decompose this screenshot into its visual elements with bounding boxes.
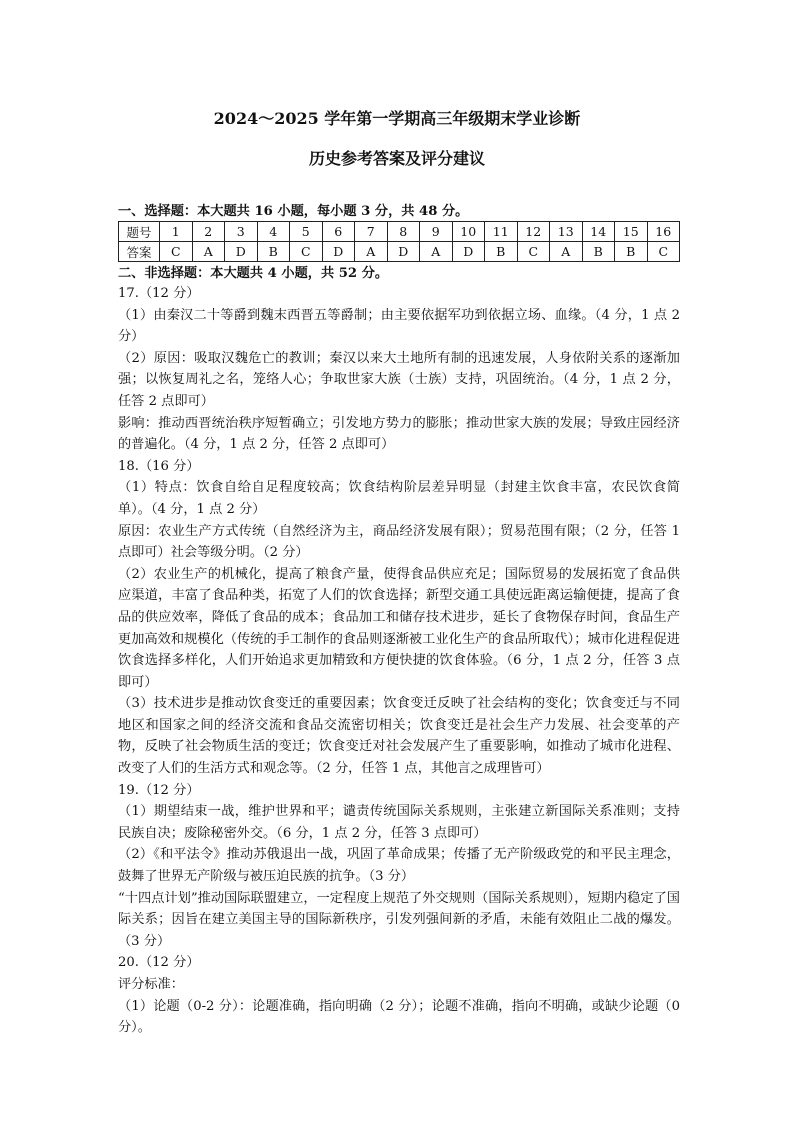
table-cell: 6 [322,222,355,242]
row-label-number: 题号 [119,222,160,242]
table-cell: 9 [420,222,453,242]
paragraph: （2）《和平法令》推动苏俄退出一战，巩固了革命成果；传播了无产阶级政党的和平民主理念，鼓舞了世界无产阶级与被压迫民族的抗争。（3 分） [118,847,680,885]
question-20-heading: 20.（12 分） [118,955,200,971]
table-cell: 10 [452,222,485,242]
row-label-answer: 答案 [119,242,160,262]
table-row-numbers [119,222,680,242]
table-cell: C [160,242,193,262]
table-cell: 4 [257,222,290,242]
document-title: 2024～2025 学年第一学期高三年级期末学业诊断 [213,109,581,128]
paragraph: （1）期望结束一战，维护世界和平；谴责传统国际关系规则，主张建立新国际关系准则；支持民族自决；废除秘密外交。（6 分，1 点 2 分，任答 3 点即可） [118,804,680,841]
table-cell: 15 [615,222,648,242]
table-cell: 1 [160,222,193,242]
paragraph: （1）论题（0-2 分）：论题准确，指向明确（2 分）；论题不准确，指向不明确，或缺少论题（0 分）。 [118,998,680,1036]
table-row-answers [119,242,680,262]
table-cell: 13 [550,222,583,242]
table-cell: B [485,242,518,262]
table-cell: C [517,242,550,262]
paragraph: （2）农业生产的机械化，提高了粮食产量，使得食品供应充足；国际贸易的发展拓宽了食品供应渠道，丰富了食品种类，拓宽了人们的饮食选择；新型交通工具使远距离运输便捷，提高了食品的供应效率，降低了食品的成本；食品加工和储存技术进步，延长了食物保存时间，食品生产更加高效和规模化（传统的手工制作的食品则逐渐被工业化生产的食品所取代）；城市化进程促进饮食选择多样化，人们开始追求更加精致和方便快捷的饮食体验。（6 分，1 点 2 分，任答 3 点即可） [118,566,680,690]
section-heading-choice: 一、选择题：本大题共 16 小题，每小题 3 分，共 48 分。 [118,204,469,219]
table-cell: 2 [192,222,225,242]
paragraph: （1）由秦汉二十等爵到魏末西晋五等爵制；由主要依据军功到依据立场、血缘。（4 分，1 点 2 分） [118,307,680,345]
table-cell: C [647,242,680,262]
table-cell: 11 [485,222,518,242]
paragraph: （3）技术进步是推动饮食变迁的重要因素；饮食变迁反映了社会结构的变化；饮食变迁与不同地区和国家之间的经济交流和食品交流密切相关；饮食变迁是社会生产力发展、社会变革的产物，反映了社会物质生活的变迁；饮食变迁对社会发展产生了重要影响，如推动了城市化进程、改变了人们的生活方式和观念等。（2 分，任答 1 点，其他言之成理皆可） [118,696,680,777]
paragraph: 评分标准： [118,977,184,992]
table-cell: 16 [647,222,680,242]
table-cell: C [290,242,323,262]
table-cell: 3 [225,222,258,242]
document-subtitle: 历史参考答案及评分建议 [308,149,485,168]
paragraph: 影响：推动西晋统治秩序短暂确立；引发地方势力的膨胀；推动世家大族的发展；导致庄园经济的普遍化。（4 分，1 点 2 分，任答 2 点即可） [118,415,680,453]
table-cell: A [355,242,388,262]
paragraph: 原因：农业生产方式传统（自然经济为主，商品经济发展有限）；贸易范围有限；（2 分，任答 1 点即可）社会等级分明。（2 分） [118,523,680,561]
answer-table [118,221,680,262]
paragraph: （2）原因：吸取汉魏危亡的教训；秦汉以来大土地所有制的迅速发展，人身依附关系的逐渐加强；以恢复周礼之名，笼络人心；争取世家大族（士族）支持，巩固统治。（4 分，1 点 2 分，任答 2 点即可） [118,350,680,409]
table-cell: D [225,242,258,262]
table-cell: D [452,242,485,262]
table-cell: A [192,242,225,262]
table-cell: A [550,242,583,262]
table-cell: B [615,242,648,262]
answer-body [118,264,680,1039]
table-cell: D [322,242,355,262]
question-19-heading: 19.（12 分） [118,782,200,798]
table-cell: B [257,242,290,262]
question-18-heading: 18.（16 分） [118,458,200,474]
table-cell: D [387,242,420,262]
paragraph: “十四点计划”推动国际联盟建立，一定程度上规范了外交规则（国际关系规则），短期内稳定了国际关系；因旨在建立美国主导的国际新秩序，引发列强间新的矛盾，未能有效阻止二战的爆发。（3 分） [118,890,680,949]
table-cell: B [582,242,615,262]
table-cell: 12 [517,222,550,242]
section-heading-essay: 二、非选择题：本大题共 4 小题，共 52 分。 [118,266,389,281]
table-cell: A [420,242,453,262]
paragraph: （1）特点：饮食自给自足程度较高；饮食结构阶层差异明显（封建主饮食丰富，农民饮食简单）。（4 分，1 点 2 分） [118,480,680,517]
table-cell: 7 [355,222,388,242]
table-cell: 5 [290,222,323,242]
question-17-heading: 17.（12 分） [118,286,200,301]
table-cell: 8 [387,222,420,242]
table-cell: 14 [582,222,615,242]
